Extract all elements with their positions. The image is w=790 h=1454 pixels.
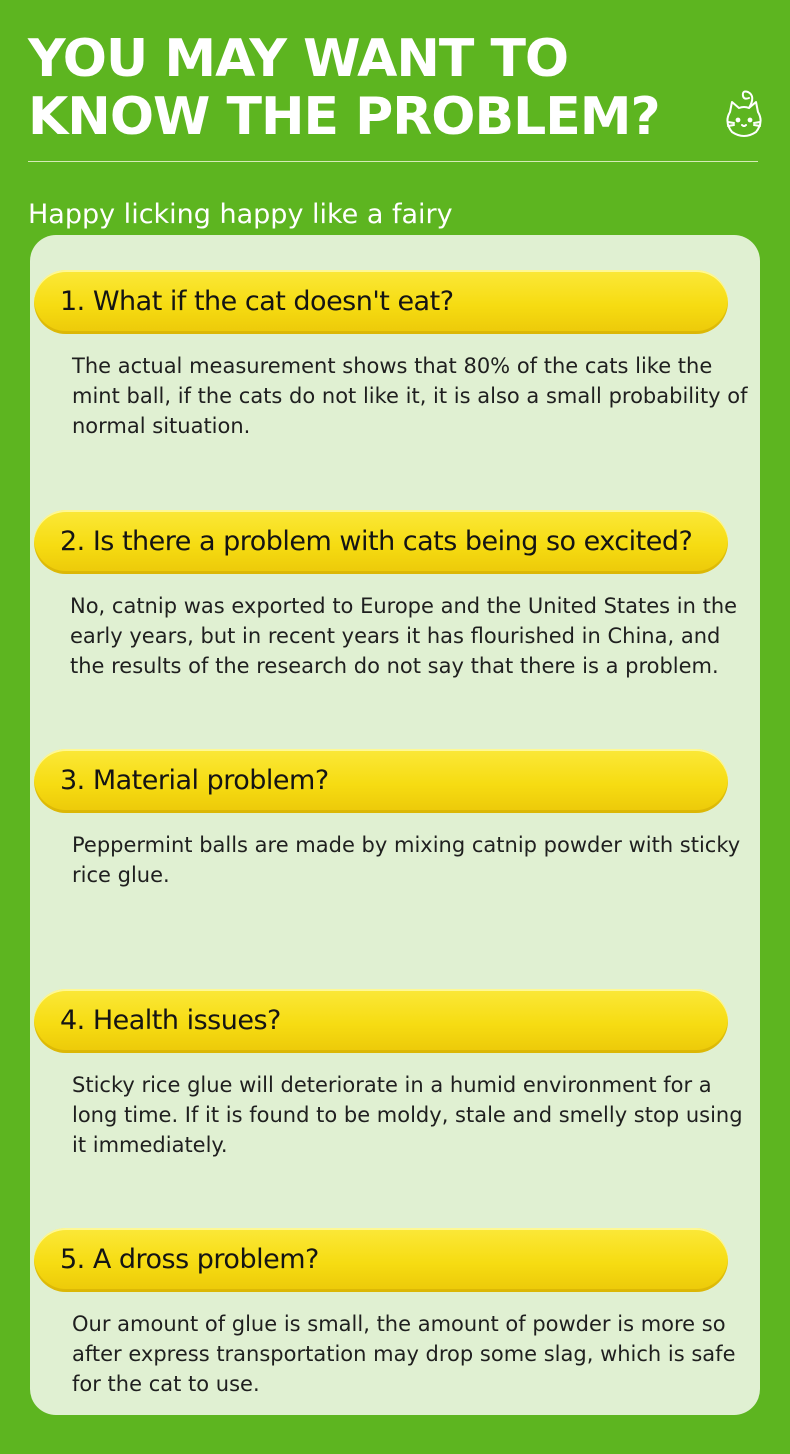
faq-item-3 — [34, 749, 741, 890]
faq-item-4 — [34, 989, 743, 1160]
answer-text: The actual measurement shows that 80% of the cats like the mint ball, if the cats do not like it, it is also a small probability of normal situation. — [72, 354, 748, 438]
question-bar — [34, 1228, 728, 1292]
cat-icon — [722, 88, 766, 144]
question-bar — [34, 989, 728, 1053]
faq-item-5 — [34, 1228, 736, 1399]
page-subtitle: Happy licking happy like a fairy — [28, 199, 453, 230]
answer-text: No, catnip was exported to Europe and the United States in the early years, but in recent years it has flourished in China, and the results of the research do not say that there is a problem. — [70, 594, 738, 678]
page-title-line-2: KNOW THE PROBLEM? — [28, 87, 660, 147]
answer-text: Sticky rice glue will deteriorate in a humid environment for a long time. If it is found to be moldy, stale and smelly stop using it immediately. — [72, 1073, 743, 1157]
answer-text: Our amount of glue is small, the amount of powder is more so after express transportation may drop some slag, which is safe for the cat to use. — [72, 1312, 736, 1396]
question-text: 3. Material problem? — [60, 765, 329, 796]
question-text: 2. Is there a problem with cats being so excited? — [60, 526, 693, 557]
page-title — [28, 30, 708, 146]
question-text: 5. A dross problem? — [60, 1244, 319, 1275]
question-text: 1. What if the cat doesn't eat? — [60, 286, 454, 317]
question-bar — [34, 510, 728, 574]
faq-item-1 — [34, 270, 748, 441]
faq-item-2 — [34, 510, 738, 681]
question-bar — [34, 749, 728, 813]
header-divider — [28, 161, 758, 162]
question-text: 4. Health issues? — [60, 1005, 281, 1036]
question-bar — [34, 270, 728, 334]
page-title-line-1: YOU MAY WANT TO — [28, 29, 569, 89]
answer-text: Peppermint balls are made by mixing catnip powder with sticky rice glue. — [72, 833, 741, 887]
faq-panel — [30, 235, 760, 1415]
header — [28, 29, 758, 230]
